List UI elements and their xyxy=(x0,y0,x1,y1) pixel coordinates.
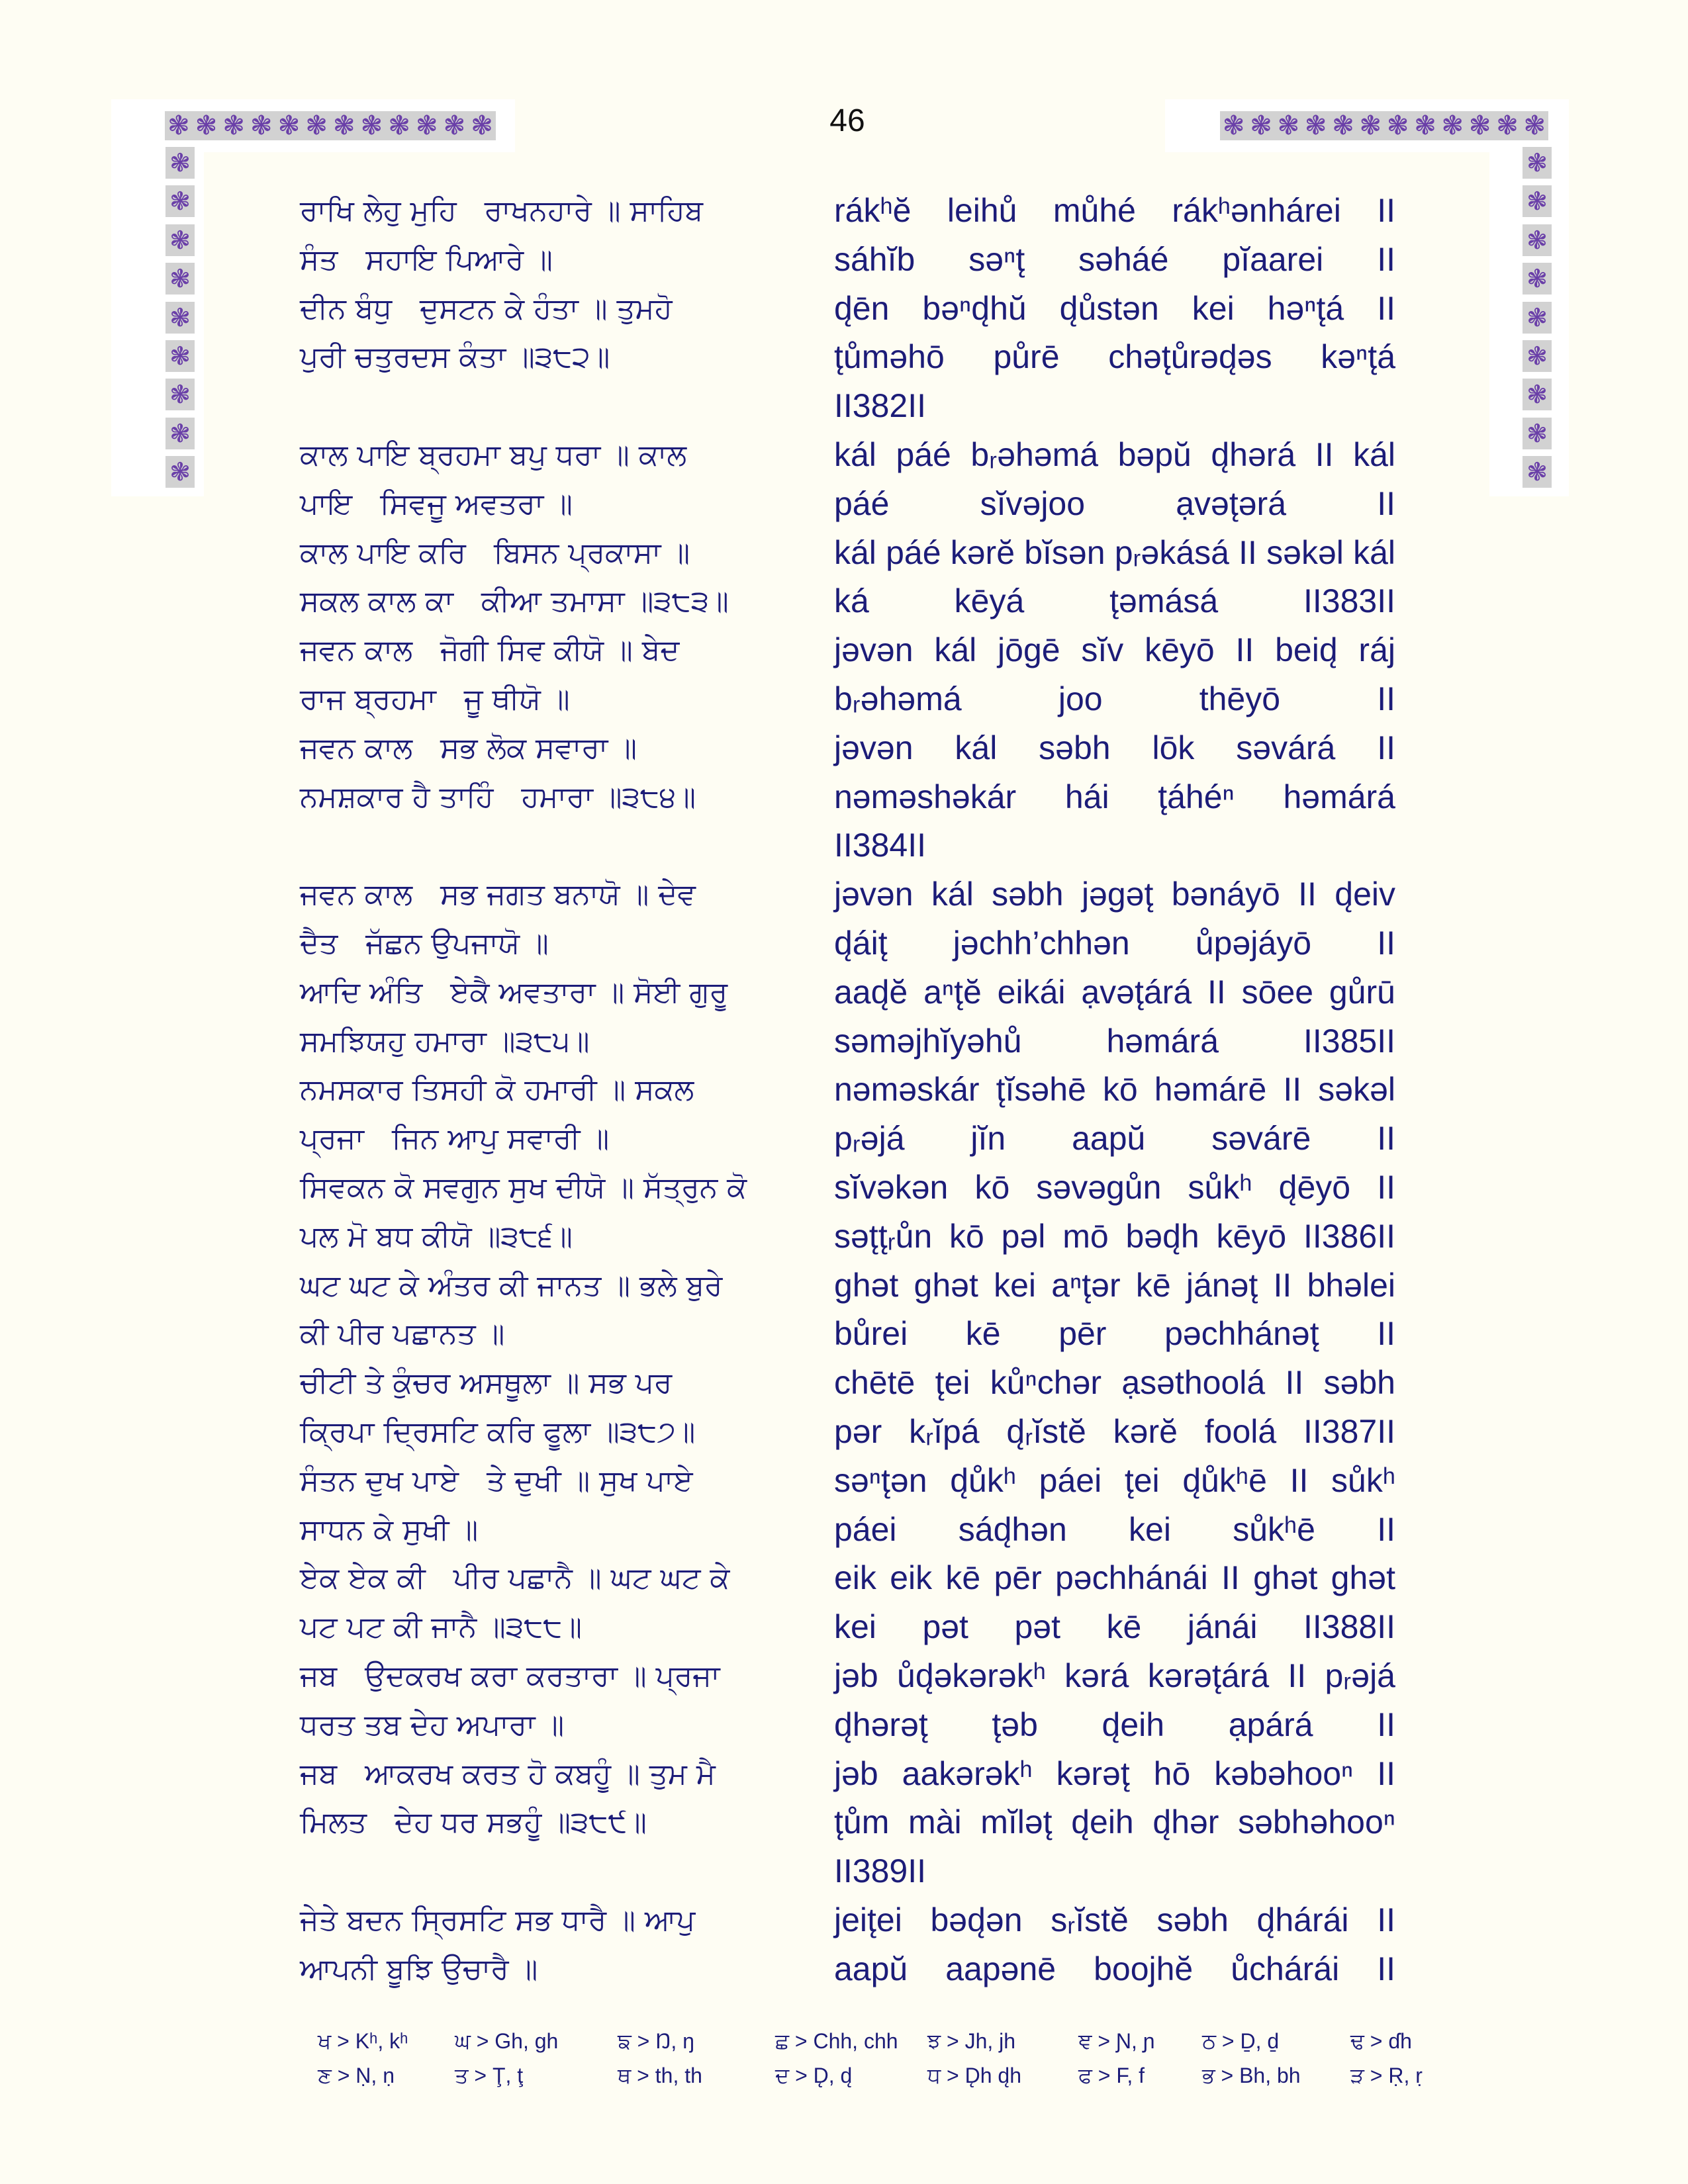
gurmukhi-line: ਸਾਧਨ ਕੇ ਸੁਖੀ ॥ xyxy=(300,1512,479,1547)
gurmukhi-line: ਏਕ ਏਕ ਕੀ ਪੀਰ ਪਛਾਨੈ ॥ ਘਟ ਘਟ ਕੇ xyxy=(300,1561,730,1596)
flower-icon: ❃ xyxy=(1414,111,1436,141)
ornament-tile xyxy=(165,340,195,372)
gurmukhi-line: ਆਪਨੀ ਬੂਝਿ ਉਚਾਰੈ ॥ xyxy=(300,1952,538,1986)
ornament-tile xyxy=(1523,456,1552,488)
ornament-tile xyxy=(1523,224,1552,256)
gurmukhi-line: ਪਲ ਮੋ ਬਧ ਕੀਯੋ ॥੩੮੬॥ xyxy=(300,1219,573,1253)
gurmukhi-text xyxy=(300,1457,816,1555)
gurmukhi-text xyxy=(300,1652,816,1750)
verse-stanza xyxy=(300,187,1399,285)
transliteration-line: rákʰĕ leihů můhé rákʰənhárei II xyxy=(834,192,1395,229)
flower-icon: ❃ xyxy=(169,148,191,177)
transliteration-line: səməjhĭyəhů həmárá II385II xyxy=(834,1022,1395,1060)
verse-stanza xyxy=(300,1261,1399,1359)
top-right-ornament-border xyxy=(1220,111,1548,140)
flower-icon: ❃ xyxy=(1304,111,1327,141)
gurmukhi-text xyxy=(300,1896,816,1994)
verse-stanza xyxy=(300,285,1399,431)
gurmukhi-line: ਸਿਵਕਨ ਕੋ ਸਵਗੁਨ ਸੁਖ ਦੀਯੋ ॥ ਸੱਤ੍ਰੁਨ ਕੋ xyxy=(300,1170,747,1205)
flower-icon: ❃ xyxy=(1250,111,1272,141)
transliteration-line: nəməskár t̨ĭsəhē kō həmárē II səkəl xyxy=(834,1071,1395,1109)
legend-item: ਖ > Kʰ, kʰ xyxy=(318,2029,408,2053)
legend-item: ਙ > Ŋ, ŋ xyxy=(618,2029,694,2053)
transliteration-text xyxy=(834,187,1395,285)
transliteration-line: páé sĭvəjoo ạvət̨ərá II xyxy=(834,484,1395,522)
gurmukhi-text xyxy=(300,724,816,822)
gurmukhi-line: ਦੈਤ ਜੱਛਨ ਉਪਜਾਯੋ ॥ xyxy=(300,926,549,960)
flower-icon: ❃ xyxy=(169,302,191,332)
verse-stanza xyxy=(300,1750,1399,1896)
verse-stanza xyxy=(300,968,1399,1066)
ornament-tile xyxy=(165,263,195,295)
flower-icon: ❃ xyxy=(1277,111,1300,141)
gurmukhi-line: ਮਿਲਤ ਦੇਹ ਧਰ ਸਭਹੂੰ ॥੩੮੯॥ xyxy=(300,1805,647,1840)
gurmukhi-line: ਚੀਟੀ ਤੇ ਕੁੰਚਰ ਅਸਥੂਲਾ ॥ ਸਭ ਪਰ xyxy=(300,1366,673,1400)
verse-stanza xyxy=(300,431,1399,529)
gurmukhi-line: ਸਮਝਿਯਹੁ ਹਮਾਰਾ ॥੩੮੫॥ xyxy=(300,1024,590,1058)
verse-stanza xyxy=(300,870,1399,968)
transliteration-line: II389II xyxy=(834,1852,926,1890)
transliteration-line: aad̨ĕ aⁿt̨ĕ eikái ạvət̨árá II sōee gůrū xyxy=(834,973,1395,1011)
ornament-tile xyxy=(165,379,195,410)
flower-icon: ❃ xyxy=(1526,380,1548,410)
transliteration-line: pᵣəjá jĭn aapŭ səvárē II xyxy=(834,1120,1395,1158)
transliteration-line: d̨áit̨ jəchh’chhən ůpəjáyō II xyxy=(834,924,1395,962)
transliteration-text xyxy=(834,968,1395,1066)
verse-list xyxy=(300,187,1399,1993)
transliteration-line: eik eik kē pēr pəchhánái II ghət ghət xyxy=(834,1559,1395,1597)
transliteration-line: II382II xyxy=(834,387,926,425)
flower-icon: ❃ xyxy=(169,418,191,448)
legend-item: ਫ > F, f xyxy=(1078,2064,1145,2087)
ornament-tile xyxy=(1523,340,1552,372)
gurmukhi-text xyxy=(300,1554,816,1652)
legend-item: ਤ > Ţ, ţ xyxy=(455,2064,524,2087)
transliteration-line: jəvən kál jōgē sĭv kēyō II beid̨ ráj xyxy=(834,631,1395,669)
transliteration-text xyxy=(834,870,1395,968)
transliteration-line: bůrei kē pēr pəchhánət̨ II xyxy=(834,1315,1395,1353)
gurmukhi-text xyxy=(300,870,816,968)
transliteration-line: ká kēyá t̨əmásá II383II xyxy=(834,582,1395,620)
transliteration-text xyxy=(834,1163,1395,1261)
legend-item: ਢ > ɗh xyxy=(1350,2029,1412,2053)
transliteration-text xyxy=(834,1652,1395,1750)
top-left-ornament-border xyxy=(165,111,496,140)
flower-icon: ❃ xyxy=(1441,111,1464,141)
gurmukhi-text xyxy=(300,529,816,627)
gurmukhi-line: ਸੰਤ ਸਹਾਇ ਪਿਆਰੇ ॥ xyxy=(300,242,553,277)
legend-item: ਥ > th, th xyxy=(618,2064,702,2087)
flower-icon: ❃ xyxy=(1526,187,1548,216)
flower-icon: ❃ xyxy=(443,111,466,141)
verse-stanza xyxy=(300,1066,1399,1163)
transliteration-line: səⁿt̨ən d̨ůkʰ páei t̨ei d̨ůkʰē II sůkʰ xyxy=(834,1461,1395,1499)
flower-icon: ❃ xyxy=(1222,111,1245,141)
transliteration-line: d̨hərət̨ t̨əb d̨eih ạpárá II xyxy=(834,1706,1395,1743)
gurmukhi-line: ਪ੍ਰਜਾ ਜਿਨ ਆਪੁ ਸਵਾਰੀ ॥ xyxy=(300,1122,610,1156)
gurmukhi-line: ਕੀ ਪੀਰ ਪਛਾਨਤ ॥ xyxy=(300,1317,505,1351)
verse-stanza xyxy=(300,626,1399,724)
transliteration-line: II384II xyxy=(834,827,926,864)
flower-icon: ❃ xyxy=(169,225,191,255)
gurmukhi-text xyxy=(300,1750,816,1848)
flower-icon: ❃ xyxy=(169,187,191,216)
ornament-tile xyxy=(165,224,195,256)
flower-icon: ❃ xyxy=(1526,148,1548,177)
transliteration-line: chētē t̨ei kůⁿchər ạsəthoolá II səbh xyxy=(834,1364,1395,1402)
transliteration-text xyxy=(834,1750,1395,1896)
flower-icon: ❃ xyxy=(1526,341,1548,371)
ornament-tile xyxy=(1523,185,1552,217)
flower-icon: ❃ xyxy=(222,111,245,141)
flower-icon: ❃ xyxy=(195,111,218,141)
legend-item: ਛ > Chh, chh xyxy=(775,2029,898,2053)
transliteration-text xyxy=(834,626,1395,724)
gurmukhi-text xyxy=(300,1066,816,1163)
flower-icon: ❃ xyxy=(1496,111,1519,141)
gurmukhi-line: ਦੀਨ ਬੰਧੁ ਦੁਸਟਨ ਕੇ ਹੰਤਾ ॥ ਤੁਮਹੋ xyxy=(300,291,673,326)
flower-icon: ❃ xyxy=(1526,302,1548,332)
gurmukhi-line: ਜਵਨ ਕਾਲ ਸਭ ਲੋਕ ਸਵਾਰਾ ॥ xyxy=(300,731,637,765)
transliteration-line: kál páé bᵣəhəmá bəpŭ d̨hərá II kál xyxy=(834,435,1395,473)
transliteration-line: jəvən kál səbh jəgət̨ bənáyō II d̨eiv xyxy=(834,876,1395,913)
transliteration-line: t̨ům mài mĭlət̨ d̨eih d̨hər səbhəhooⁿ xyxy=(834,1803,1395,1841)
transliteration-line: sáhĭb səⁿt̨ səháé pĭaarei II xyxy=(834,240,1395,278)
gurmukhi-text xyxy=(300,187,816,285)
flower-icon: ❃ xyxy=(1526,418,1548,448)
ornament-tile xyxy=(165,456,195,488)
gurmukhi-line: ਕਾਲ ਪਾਇ ਕਰਿ ਬਿਸਨ ਪ੍ਰਕਾਸਾ ॥ xyxy=(300,535,690,570)
transliteration-line: jəvən kál səbh lōk səvárá II xyxy=(834,729,1395,766)
verse-stanza xyxy=(300,529,1399,627)
flower-icon: ❃ xyxy=(1526,225,1548,255)
gurmukhi-text xyxy=(300,285,816,383)
flower-icon: ❃ xyxy=(169,457,191,486)
gurmukhi-line: ਕਾਲ ਪਾਇ ਬ੍ਰਹਮਾ ਬਪੁ ਧਰਾ ॥ ਕਾਲ xyxy=(300,437,687,472)
page-number: 46 xyxy=(829,103,865,138)
legend-item: ੜ > Ṛ, ṛ xyxy=(1350,2064,1423,2087)
verse-stanza xyxy=(300,1896,1399,1994)
transliteration-line: sĭvəkən kō səvəgůn sůkʰ d̨ēyō II xyxy=(834,1168,1395,1206)
flower-icon: ❃ xyxy=(1526,264,1548,294)
gurmukhi-line: ਆਦਿ ਅੰਤਿ ਏਕੈ ਅਵਤਾਰਾ ॥ ਸੋਈ ਗੁਰੂ xyxy=(300,975,728,1009)
gurmukhi-line: ਘਟ ਘਟ ਕੇ ਅੰਤਰ ਕੀ ਜਾਨਤ ॥ ਭਲੇ ਬੁਰੇ xyxy=(300,1268,723,1302)
transliteration-text xyxy=(834,431,1395,529)
ornament-tile xyxy=(165,418,195,449)
right-ornament-border xyxy=(1523,147,1552,488)
transliteration-text xyxy=(834,1896,1395,1994)
transliteration-line: aapŭ aapənē boojhĕ ůchárái II xyxy=(834,1950,1395,1987)
ornament-tile xyxy=(1523,263,1552,295)
verse-stanza xyxy=(300,1359,1399,1457)
ornament-tile xyxy=(165,147,195,179)
ornament-tile xyxy=(1523,302,1552,334)
gurmukhi-line: ਜੇਤੇ ਬਦਨ ਸ੍ਰਿਸਟਿ ਸਭ ਧਾਰੈ ॥ ਆਪੁ xyxy=(300,1903,696,1937)
gurmukhi-line: ਪਾਇ ਸਿਵਜੂ ਅਵਤਰਾ ॥ xyxy=(300,486,573,521)
legend-item: ਦ > D̨, d̨ xyxy=(775,2064,853,2087)
flower-icon: ❃ xyxy=(1359,111,1382,141)
gurmukhi-line: ਪੁਰੀ ਚਤੁਰਦਸ ਕੰਤਾ ॥੩੮੨॥ xyxy=(300,340,610,375)
flower-icon: ❃ xyxy=(415,111,438,141)
legend-item: ਝ > Jh, jh xyxy=(927,2029,1016,2053)
gurmukhi-line: ਜਵਨ ਕਾਲ ਸਭ ਜਗਤ ਬਨਾਯੋ ॥ ਦੇਵ xyxy=(300,878,696,912)
gurmukhi-line: ਪਟ ਪਟ ਕੀ ਜਾਨੈ ॥੩੮੮॥ xyxy=(300,1610,583,1645)
transliteration-line: d̨ēn bəⁿd̨hŭ d̨ůstən kei həⁿt̨á II xyxy=(834,289,1395,327)
transliteration-text xyxy=(834,1359,1395,1457)
gurmukhi-text xyxy=(300,626,816,724)
gurmukhi-line: ਨਮਸ਼ਕਾਰ ਹੈ ਤਾਹਿੰ ਹਮਾਰਾ ॥੩੮੪॥ xyxy=(300,780,696,814)
flower-icon: ❃ xyxy=(250,111,273,141)
gurmukhi-line: ਕ੍ਰਿਪਾ ਦ੍ਰਿਸਟਿ ਕਰਿ ਫੂਲਾ ॥੩੮੭॥ xyxy=(300,1414,696,1449)
flower-icon: ❃ xyxy=(388,111,410,141)
verse-stanza xyxy=(300,1457,1399,1555)
legend-item: ਧ > D̨h d̨h xyxy=(927,2064,1022,2087)
legend-item: ਠ > Ḏ, ḏ xyxy=(1202,2029,1280,2053)
transliteration-line: jeit̨ei bəd̨ən sᵣĭstĕ səbh d̨hárái II xyxy=(834,1901,1395,1938)
flower-icon: ❃ xyxy=(169,264,191,294)
transliteration-text xyxy=(834,285,1395,431)
transliteration-text xyxy=(834,1554,1395,1652)
gurmukhi-text xyxy=(300,1163,816,1261)
gurmukhi-text xyxy=(300,1261,816,1359)
flower-icon: ❃ xyxy=(1523,111,1546,141)
legend-item: ਣ > Ṇ, ṇ xyxy=(318,2064,395,2087)
ornament-tile xyxy=(1523,147,1552,179)
gurmukhi-line: ਸਕਲ ਕਾਲ ਕਾ ਕੀਆ ਤਮਾਸਾ ॥੩੮੩॥ xyxy=(300,584,729,619)
gurmukhi-line: ਸੰਤਨ ਦੁਖ ਪਾਏ ਤੇ ਦੁਖੀ ॥ ਸੁਖ ਪਾਏ xyxy=(300,1463,693,1498)
verse-stanza xyxy=(300,1554,1399,1652)
transliteration-line: nəməshəkár hái t̨áhéⁿ həmárá xyxy=(834,778,1395,815)
transliteration-line: páei sád̨hən kei sůkʰē II xyxy=(834,1510,1395,1548)
gurmukhi-line: ਰਾਜ ਬ੍ਰਹਮਾ ਜੂ ਥੀਯੋ ॥ xyxy=(300,682,570,716)
legend-item: ਘ > Gh, gh xyxy=(455,2029,559,2053)
gurmukhi-line: ਜਵਨ ਕਾਲ ਜੋਗੀ ਸਿਵ ਕੀਯੋ ॥ ਬੇਦ xyxy=(300,633,680,668)
ornament-tile xyxy=(1523,418,1552,449)
legend-item: ਭ > Bh, bh xyxy=(1202,2064,1301,2087)
gurmukhi-text xyxy=(300,431,816,529)
legend-item: ਞ > Ɲ, ɲ xyxy=(1078,2029,1155,2053)
gurmukhi-line: ਜਬ ਉਦਕਰਖ ਕਰਾ ਕਰਤਾਰਾ ॥ ਪ੍ਰਜਾ xyxy=(300,1659,720,1693)
gurmukhi-line: ਰਾਖਿ ਲੇਹੁ ਮੁਹਿ ਰਾਖਨਹਾਰੇ ॥ ਸਾਹਿਬ xyxy=(300,194,704,228)
flower-icon: ❃ xyxy=(169,380,191,410)
flower-icon: ❃ xyxy=(360,111,383,141)
flower-icon: ❃ xyxy=(1386,111,1409,141)
gurmukhi-text xyxy=(300,1359,816,1457)
ornament-tile xyxy=(165,302,195,334)
transliteration-text xyxy=(834,1457,1395,1555)
flower-icon: ❃ xyxy=(1526,457,1548,486)
flower-icon: ❃ xyxy=(333,111,355,141)
transliteration-line: sət̨t̨ᵣůn kō pəl mō bəd̨h kēyō II386II xyxy=(834,1217,1395,1255)
transliteration-line: ghət ghət kei aⁿt̨ər kē jánət̨ II bhəlei xyxy=(834,1266,1395,1304)
flower-icon: ❃ xyxy=(169,341,191,371)
flower-icon: ❃ xyxy=(305,111,328,141)
flower-icon: ❃ xyxy=(471,111,493,141)
gurmukhi-line: ਨਮਸਕਾਰ ਤਿਸਹੀ ਕੋ ਹਮਾਰੀ ॥ ਸਕਲ xyxy=(300,1073,694,1107)
transliteration-line: t̨ůməhō půrē chət̨ůrəd̨əs kəⁿt̨á xyxy=(834,338,1395,376)
ornament-tile xyxy=(165,185,195,217)
transliteration-line: jəb ůd̨əkərəkʰ kərá kərət̨árá II pᵣəjá xyxy=(834,1657,1395,1694)
transliteration-line: jəb aakərəkʰ kərət̨ hō kəbəhooⁿ II xyxy=(834,1754,1395,1792)
ornament-tile xyxy=(1523,379,1552,410)
transliteration-line: kál páé kərĕ bĭsən pᵣəkásá II səkəl kál xyxy=(834,533,1395,571)
verse-stanza xyxy=(300,1652,1399,1750)
verse-stanza xyxy=(300,724,1399,870)
transliteration-text xyxy=(834,1261,1395,1359)
verse-stanza xyxy=(300,1163,1399,1261)
gurmukhi-line: ਜਬ ਆਕਰਖ ਕਰਤ ਹੋ ਕਬਹੂੰ ॥ ਤੁਮ ਮੈ xyxy=(300,1756,716,1791)
transliteration-text xyxy=(834,1066,1395,1163)
gurmukhi-text xyxy=(300,968,816,1066)
transliteration-line: bᵣəhəmá joo thēyō II xyxy=(834,680,1395,717)
transliteration-text xyxy=(834,529,1395,627)
transliteration-text xyxy=(834,724,1395,870)
flower-icon: ❃ xyxy=(277,111,301,141)
transliteration-line: kei pət pət kē jánái II388II xyxy=(834,1608,1395,1646)
gurmukhi-line: ਧਰਤ ਤਬ ਦੇਹ ਅਪਾਰਾ ॥ xyxy=(300,1707,565,1742)
flower-icon: ❃ xyxy=(1468,111,1491,141)
flower-icon: ❃ xyxy=(167,111,190,141)
left-ornament-border xyxy=(165,147,195,488)
transliteration-line: pər kᵣĭpá d̨ᵣĭstĕ kərĕ foolá II387II xyxy=(834,1412,1395,1450)
flower-icon: ❃ xyxy=(1332,111,1354,141)
